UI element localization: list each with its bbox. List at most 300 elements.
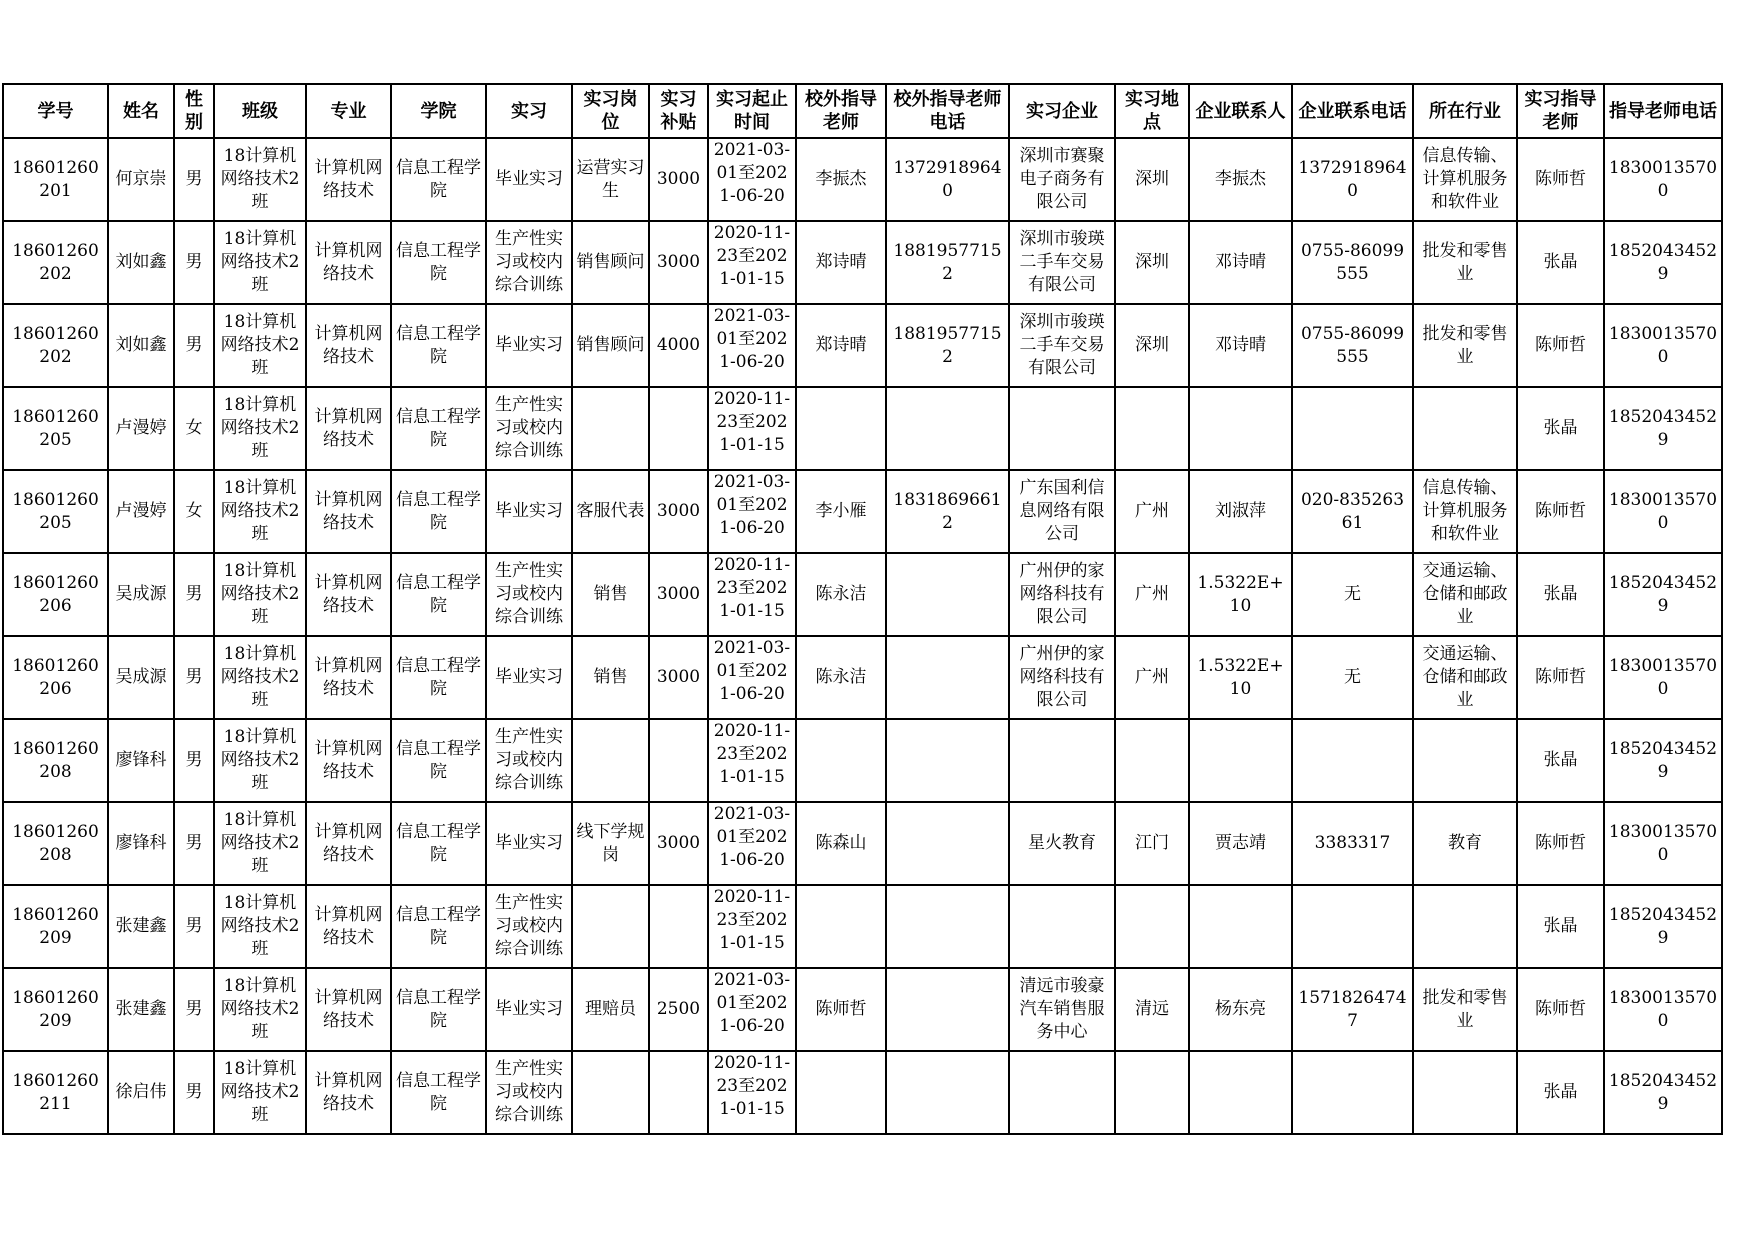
table-row	[3, 719, 1722, 802]
table-cell[interactable]	[886, 304, 1009, 387]
cell-text: 2021-03-01至2021-06-20	[713, 306, 791, 372]
table-cell[interactable]	[306, 719, 391, 802]
column-header: 校外指导老师	[796, 84, 886, 138]
table-cell[interactable]	[649, 553, 708, 636]
table-cell[interactable]	[174, 636, 214, 719]
table-cell[interactable]	[708, 1051, 796, 1134]
table-cell[interactable]	[1517, 1051, 1604, 1134]
table-cell[interactable]	[486, 1051, 572, 1134]
table-cell[interactable]	[1115, 221, 1189, 304]
table-cell[interactable]	[1604, 553, 1722, 636]
table-cell[interactable]	[306, 802, 391, 885]
table-cell[interactable]	[572, 387, 649, 470]
table-cell[interactable]	[174, 719, 214, 802]
table-cell[interactable]	[391, 138, 486, 221]
table-cell[interactable]	[1115, 553, 1189, 636]
cell-text: 清远市骏豪汽车销售服务中心	[1019, 976, 1105, 1042]
table-cell[interactable]	[391, 304, 486, 387]
table-cell[interactable]	[1517, 802, 1604, 885]
table-cell[interactable]	[174, 221, 214, 304]
table-cell[interactable]	[708, 387, 796, 470]
table-cell[interactable]	[306, 636, 391, 719]
table-cell[interactable]	[572, 1051, 649, 1134]
table-cell[interactable]	[3, 636, 108, 719]
table-cell[interactable]	[1292, 221, 1413, 304]
table-cell[interactable]	[391, 470, 486, 553]
table-cell[interactable]	[1115, 802, 1189, 885]
table-cell[interactable]	[886, 387, 1009, 470]
table-cell[interactable]	[1413, 221, 1517, 304]
table-cell[interactable]	[391, 802, 486, 885]
table-cell[interactable]	[3, 304, 108, 387]
table-cell[interactable]	[1189, 1051, 1292, 1134]
cell-text: 2020-11-23至2021-01-15	[713, 555, 791, 621]
cell-text: 18计算机网络技术2班	[220, 644, 300, 710]
table-cell[interactable]	[3, 553, 108, 636]
table-cell[interactable]	[1115, 304, 1189, 387]
table-cell[interactable]	[486, 138, 572, 221]
table-cell[interactable]	[306, 968, 391, 1051]
cell-text: 广州	[1135, 501, 1169, 521]
cell-text: 郑诗晴	[815, 335, 867, 355]
table-cell[interactable]	[1009, 636, 1115, 719]
table-cell[interactable]	[1604, 387, 1722, 470]
table-cell[interactable]	[886, 719, 1009, 802]
table-cell[interactable]	[1009, 304, 1115, 387]
table-cell[interactable]	[306, 553, 391, 636]
table-cell[interactable]	[1292, 885, 1413, 968]
table-cell[interactable]	[1009, 719, 1115, 802]
table-cell[interactable]	[1009, 802, 1115, 885]
table-cell[interactable]	[1115, 885, 1189, 968]
table-cell[interactable]	[649, 968, 708, 1051]
table-cell[interactable]	[1292, 636, 1413, 719]
table-cell[interactable]	[1413, 968, 1517, 1051]
table-cell[interactable]	[1189, 968, 1292, 1051]
table-cell[interactable]	[214, 719, 306, 802]
table-cell[interactable]	[572, 968, 649, 1051]
table-cell[interactable]	[1292, 968, 1413, 1051]
cell-text: 18计算机网络技术2班	[220, 561, 300, 627]
table-cell[interactable]	[108, 968, 174, 1051]
table-cell[interactable]	[1413, 1051, 1517, 1134]
cell-text: 2020-11-23至2021-01-15	[713, 223, 791, 289]
cell-text: 计算机网络技术	[314, 1070, 383, 1114]
table-cell[interactable]	[886, 968, 1009, 1051]
table-cell[interactable]	[1189, 387, 1292, 470]
table-cell[interactable]	[1413, 304, 1517, 387]
table-cell[interactable]	[174, 885, 214, 968]
table-cell[interactable]	[306, 138, 391, 221]
table-cell[interactable]	[1115, 138, 1189, 221]
table-cell[interactable]	[1292, 138, 1413, 221]
cell-text: 生产性实习或校内综合训练	[495, 727, 563, 793]
table-cell[interactable]	[486, 553, 572, 636]
table-cell[interactable]	[649, 387, 708, 470]
table-cell[interactable]	[306, 1051, 391, 1134]
table-cell[interactable]	[1189, 553, 1292, 636]
table-cell[interactable]	[214, 470, 306, 553]
table-cell[interactable]	[214, 221, 306, 304]
table-cell[interactable]	[1189, 636, 1292, 719]
cell-text: 18计算机网络技术2班	[220, 727, 300, 793]
table-cell[interactable]	[1009, 221, 1115, 304]
cell-text: 男	[185, 916, 203, 936]
table-cell[interactable]	[306, 304, 391, 387]
table-cell[interactable]	[649, 138, 708, 221]
table-cell[interactable]	[708, 304, 796, 387]
table-cell[interactable]	[1009, 885, 1115, 968]
table-cell[interactable]	[486, 636, 572, 719]
table-cell[interactable]	[214, 636, 306, 719]
cell-text: 毕业实习	[495, 667, 563, 687]
table-cell[interactable]	[1517, 636, 1604, 719]
cell-text: 1.5322E+10	[1197, 655, 1284, 699]
table-cell[interactable]	[3, 719, 108, 802]
cell-text: 020-83526361	[1300, 489, 1405, 533]
table-row	[3, 553, 1722, 636]
table-cell[interactable]	[174, 1051, 214, 1134]
table-cell[interactable]	[796, 719, 886, 802]
cell-text: 信息工程学院	[396, 489, 481, 533]
table-cell[interactable]	[708, 553, 796, 636]
table-cell[interactable]	[708, 968, 796, 1051]
cell-text: 李振杰	[815, 169, 867, 189]
cell-text: 生产性实习或校内综合训练	[495, 561, 563, 627]
table-cell[interactable]	[1009, 553, 1115, 636]
table-cell[interactable]	[649, 719, 708, 802]
table-cell[interactable]	[796, 968, 886, 1051]
table-cell[interactable]	[214, 802, 306, 885]
table-cell[interactable]	[886, 221, 1009, 304]
cell-text: 陈师哲	[1535, 833, 1586, 853]
table-cell[interactable]	[3, 1051, 108, 1134]
table-cell[interactable]	[108, 636, 174, 719]
table-cell[interactable]	[391, 221, 486, 304]
table-cell[interactable]	[572, 885, 649, 968]
cell-text: 18计算机网络技术2班	[220, 976, 300, 1042]
table-cell[interactable]	[1413, 885, 1517, 968]
cell-text: 18520434529	[1608, 572, 1718, 616]
table-cell[interactable]	[649, 636, 708, 719]
table-cell[interactable]	[214, 1051, 306, 1134]
table-cell[interactable]	[572, 802, 649, 885]
table-cell[interactable]	[486, 885, 572, 968]
table-cell[interactable]	[572, 304, 649, 387]
table-cell[interactable]	[108, 719, 174, 802]
table-cell[interactable]	[796, 138, 886, 221]
table-cell[interactable]	[108, 1051, 174, 1134]
table-cell[interactable]	[886, 802, 1009, 885]
table-cell[interactable]	[1413, 553, 1517, 636]
table-cell[interactable]	[1189, 719, 1292, 802]
table-cell[interactable]	[1292, 1051, 1413, 1134]
table-cell[interactable]	[708, 719, 796, 802]
table-cell[interactable]	[3, 138, 108, 221]
table-cell[interactable]	[796, 304, 886, 387]
table-cell[interactable]	[108, 553, 174, 636]
table-cell[interactable]	[1517, 470, 1604, 553]
table-cell[interactable]	[391, 387, 486, 470]
table-cell[interactable]	[572, 719, 649, 802]
cell-text: 毕业实习	[495, 335, 563, 355]
table-cell[interactable]	[108, 802, 174, 885]
cell-text: 计算机网络技术	[314, 572, 383, 616]
table-cell[interactable]	[572, 636, 649, 719]
cell-text: 深圳	[1135, 169, 1169, 189]
table-cell[interactable]	[886, 1051, 1009, 1134]
cell-text: 刘如鑫	[115, 335, 167, 355]
cell-text: 毕业实习	[495, 999, 563, 1019]
table-cell[interactable]	[391, 636, 486, 719]
table-cell[interactable]	[572, 138, 649, 221]
table-cell[interactable]	[486, 719, 572, 802]
table-cell[interactable]	[214, 968, 306, 1051]
table-cell[interactable]	[1009, 968, 1115, 1051]
cell-text: 信息工程学院	[396, 738, 481, 782]
table-cell[interactable]	[1292, 387, 1413, 470]
table-cell[interactable]	[214, 304, 306, 387]
table-cell[interactable]	[1413, 387, 1517, 470]
cell-text: 15718264747	[1298, 987, 1407, 1031]
table-cell[interactable]	[108, 885, 174, 968]
table-cell[interactable]	[3, 387, 108, 470]
table-cell[interactable]	[796, 553, 886, 636]
table-cell[interactable]	[1413, 636, 1517, 719]
table-cell[interactable]	[1604, 470, 1722, 553]
table-cell[interactable]	[886, 553, 1009, 636]
table-cell[interactable]	[708, 636, 796, 719]
table-cell[interactable]	[486, 802, 572, 885]
column-header: 指导老师电话	[1604, 84, 1722, 138]
cell-text: 18300135700	[1608, 821, 1718, 865]
table-cell[interactable]	[1413, 802, 1517, 885]
table-cell[interactable]	[306, 221, 391, 304]
table-cell[interactable]	[708, 470, 796, 553]
table-cell[interactable]	[108, 387, 174, 470]
table-cell[interactable]	[1604, 968, 1722, 1051]
table-cell[interactable]	[3, 802, 108, 885]
cell-text: 李小雁	[815, 501, 867, 521]
table-cell[interactable]	[708, 802, 796, 885]
table-cell[interactable]	[1292, 553, 1413, 636]
table-cell[interactable]	[1009, 138, 1115, 221]
cell-text: 线下学规岗	[576, 821, 645, 865]
table-cell[interactable]	[1115, 719, 1189, 802]
table-cell[interactable]	[886, 470, 1009, 553]
table-cell[interactable]	[1189, 138, 1292, 221]
cell-text: 女	[185, 418, 203, 438]
table-cell[interactable]	[486, 387, 572, 470]
table-cell[interactable]	[1292, 304, 1413, 387]
table-cell[interactable]	[486, 221, 572, 304]
cell-text: 18计算机网络技术2班	[220, 312, 300, 378]
table-cell[interactable]	[3, 968, 108, 1051]
cell-text: 18601260209	[12, 987, 99, 1031]
table-cell[interactable]	[391, 968, 486, 1051]
table-cell[interactable]	[1115, 1051, 1189, 1134]
table-cell[interactable]	[1517, 138, 1604, 221]
table-cell[interactable]	[572, 553, 649, 636]
table-cell[interactable]	[1604, 1051, 1722, 1134]
table-cell[interactable]	[1604, 719, 1722, 802]
cell-text: 销售	[593, 667, 628, 687]
cell-text: 计算机网络技术	[314, 987, 383, 1031]
table-cell[interactable]	[1115, 470, 1189, 553]
table-cell[interactable]	[108, 138, 174, 221]
cell-text: 销售顾问	[576, 252, 645, 272]
cell-text: 刘如鑫	[115, 252, 167, 272]
table-cell[interactable]	[214, 387, 306, 470]
table-cell[interactable]	[1517, 304, 1604, 387]
cell-text: 18计算机网络技术2班	[220, 893, 300, 959]
table-cell[interactable]	[796, 802, 886, 885]
table-cell[interactable]	[1189, 221, 1292, 304]
table-cell[interactable]	[306, 387, 391, 470]
table-cell[interactable]	[1517, 387, 1604, 470]
cell-text: 18601260201	[12, 157, 99, 201]
table-cell[interactable]	[1189, 304, 1292, 387]
column-header: 学院	[391, 84, 486, 138]
table-cell[interactable]	[796, 1051, 886, 1134]
table-cell[interactable]	[108, 304, 174, 387]
table-cell[interactable]	[1517, 968, 1604, 1051]
table-cell[interactable]	[796, 885, 886, 968]
table-cell[interactable]	[649, 802, 708, 885]
table-cell[interactable]	[391, 885, 486, 968]
table-cell[interactable]	[174, 553, 214, 636]
cell-text: 陈永洁	[815, 584, 867, 604]
table-cell[interactable]	[649, 304, 708, 387]
table-cell[interactable]	[214, 138, 306, 221]
table-cell[interactable]	[1517, 885, 1604, 968]
table-cell[interactable]	[306, 885, 391, 968]
table-row	[3, 221, 1722, 304]
cell-text: 陈师哲	[1535, 169, 1586, 189]
cell-text: 教育	[1448, 833, 1482, 853]
table-cell[interactable]	[796, 470, 886, 553]
header-row	[3, 84, 1722, 138]
table-cell[interactable]	[486, 968, 572, 1051]
table-cell[interactable]	[572, 470, 649, 553]
table-cell[interactable]	[796, 636, 886, 719]
column-header: 校外指导老师电话	[886, 84, 1009, 138]
table-cell[interactable]	[391, 553, 486, 636]
table-cell[interactable]	[1604, 221, 1722, 304]
table-cell[interactable]	[1517, 553, 1604, 636]
table-cell[interactable]	[1115, 968, 1189, 1051]
table-cell[interactable]	[1604, 304, 1722, 387]
table-cell[interactable]	[1604, 636, 1722, 719]
cell-text: 广州伊的家网络科技有限公司	[1019, 561, 1105, 627]
table-cell[interactable]	[1292, 802, 1413, 885]
table-cell[interactable]	[796, 387, 886, 470]
table-cell[interactable]	[649, 221, 708, 304]
cell-text: 18300135700	[1608, 323, 1718, 367]
table-cell[interactable]	[1009, 1051, 1115, 1134]
table-cell[interactable]	[174, 387, 214, 470]
table-cell[interactable]	[486, 470, 572, 553]
table-cell[interactable]	[214, 553, 306, 636]
table-cell[interactable]	[1292, 470, 1413, 553]
cell-text: 2021-03-01至2021-06-20	[713, 472, 791, 538]
table-cell[interactable]	[886, 885, 1009, 968]
cell-text: 2500	[656, 999, 701, 1019]
table-cell[interactable]	[108, 470, 174, 553]
table-cell[interactable]	[1413, 138, 1517, 221]
table-row	[3, 304, 1722, 387]
table-cell[interactable]	[1189, 885, 1292, 968]
table-cell[interactable]	[486, 304, 572, 387]
table-cell[interactable]	[1115, 387, 1189, 470]
table-cell[interactable]	[174, 470, 214, 553]
table-cell[interactable]	[3, 885, 108, 968]
cell-text: 18520434529	[1608, 738, 1718, 782]
table-cell[interactable]	[708, 221, 796, 304]
table-cell[interactable]	[886, 138, 1009, 221]
table-cell[interactable]	[649, 885, 708, 968]
cell-text: 3000	[656, 667, 701, 687]
table-cell[interactable]	[391, 719, 486, 802]
cell-text: 交通运输、仓储和邮政业	[1422, 644, 1508, 710]
table-cell[interactable]	[1115, 636, 1189, 719]
table-cell[interactable]	[1604, 138, 1722, 221]
cell-text: 18计算机网络技术2班	[220, 146, 300, 212]
table-cell[interactable]	[1189, 802, 1292, 885]
cell-text: 生产性实习或校内综合训练	[495, 1059, 563, 1125]
table-row	[3, 885, 1722, 968]
table-cell[interactable]	[886, 636, 1009, 719]
table-cell[interactable]	[649, 470, 708, 553]
table-cell[interactable]	[1604, 885, 1722, 968]
table-cell[interactable]	[108, 221, 174, 304]
table-cell[interactable]	[1413, 719, 1517, 802]
table-cell[interactable]	[1009, 387, 1115, 470]
table-cell[interactable]	[572, 221, 649, 304]
table-cell[interactable]	[174, 304, 214, 387]
table-cell[interactable]	[1517, 719, 1604, 802]
table-cell[interactable]	[1604, 802, 1722, 885]
table-cell[interactable]	[214, 885, 306, 968]
cell-text: 2021-03-01至2021-06-20	[713, 638, 791, 704]
cell-text: 毕业实习	[495, 501, 563, 521]
cell-text: 男	[185, 335, 203, 355]
table-cell[interactable]	[708, 885, 796, 968]
table-cell[interactable]	[3, 221, 108, 304]
table-cell[interactable]	[391, 1051, 486, 1134]
cell-text: 清远	[1135, 999, 1169, 1019]
table-cell[interactable]	[1413, 470, 1517, 553]
table-cell[interactable]	[174, 802, 214, 885]
cell-text: 18318696612	[893, 489, 1002, 533]
cell-text: 18819577152	[893, 240, 1002, 284]
column-header: 实习地点	[1115, 84, 1189, 138]
cell-text: 18601260206	[12, 572, 99, 616]
table-cell[interactable]	[174, 138, 214, 221]
table-cell[interactable]	[1189, 470, 1292, 553]
table-cell[interactable]	[306, 470, 391, 553]
cell-text: 3000	[656, 584, 701, 604]
table-cell[interactable]	[649, 1051, 708, 1134]
cell-text: 信息工程学院	[396, 572, 481, 616]
table-cell[interactable]	[3, 470, 108, 553]
table-cell[interactable]	[1009, 470, 1115, 553]
table-cell[interactable]	[796, 221, 886, 304]
table-cell[interactable]	[1517, 221, 1604, 304]
table-cell[interactable]	[1292, 719, 1413, 802]
table-cell[interactable]	[174, 968, 214, 1051]
table-cell[interactable]	[708, 138, 796, 221]
